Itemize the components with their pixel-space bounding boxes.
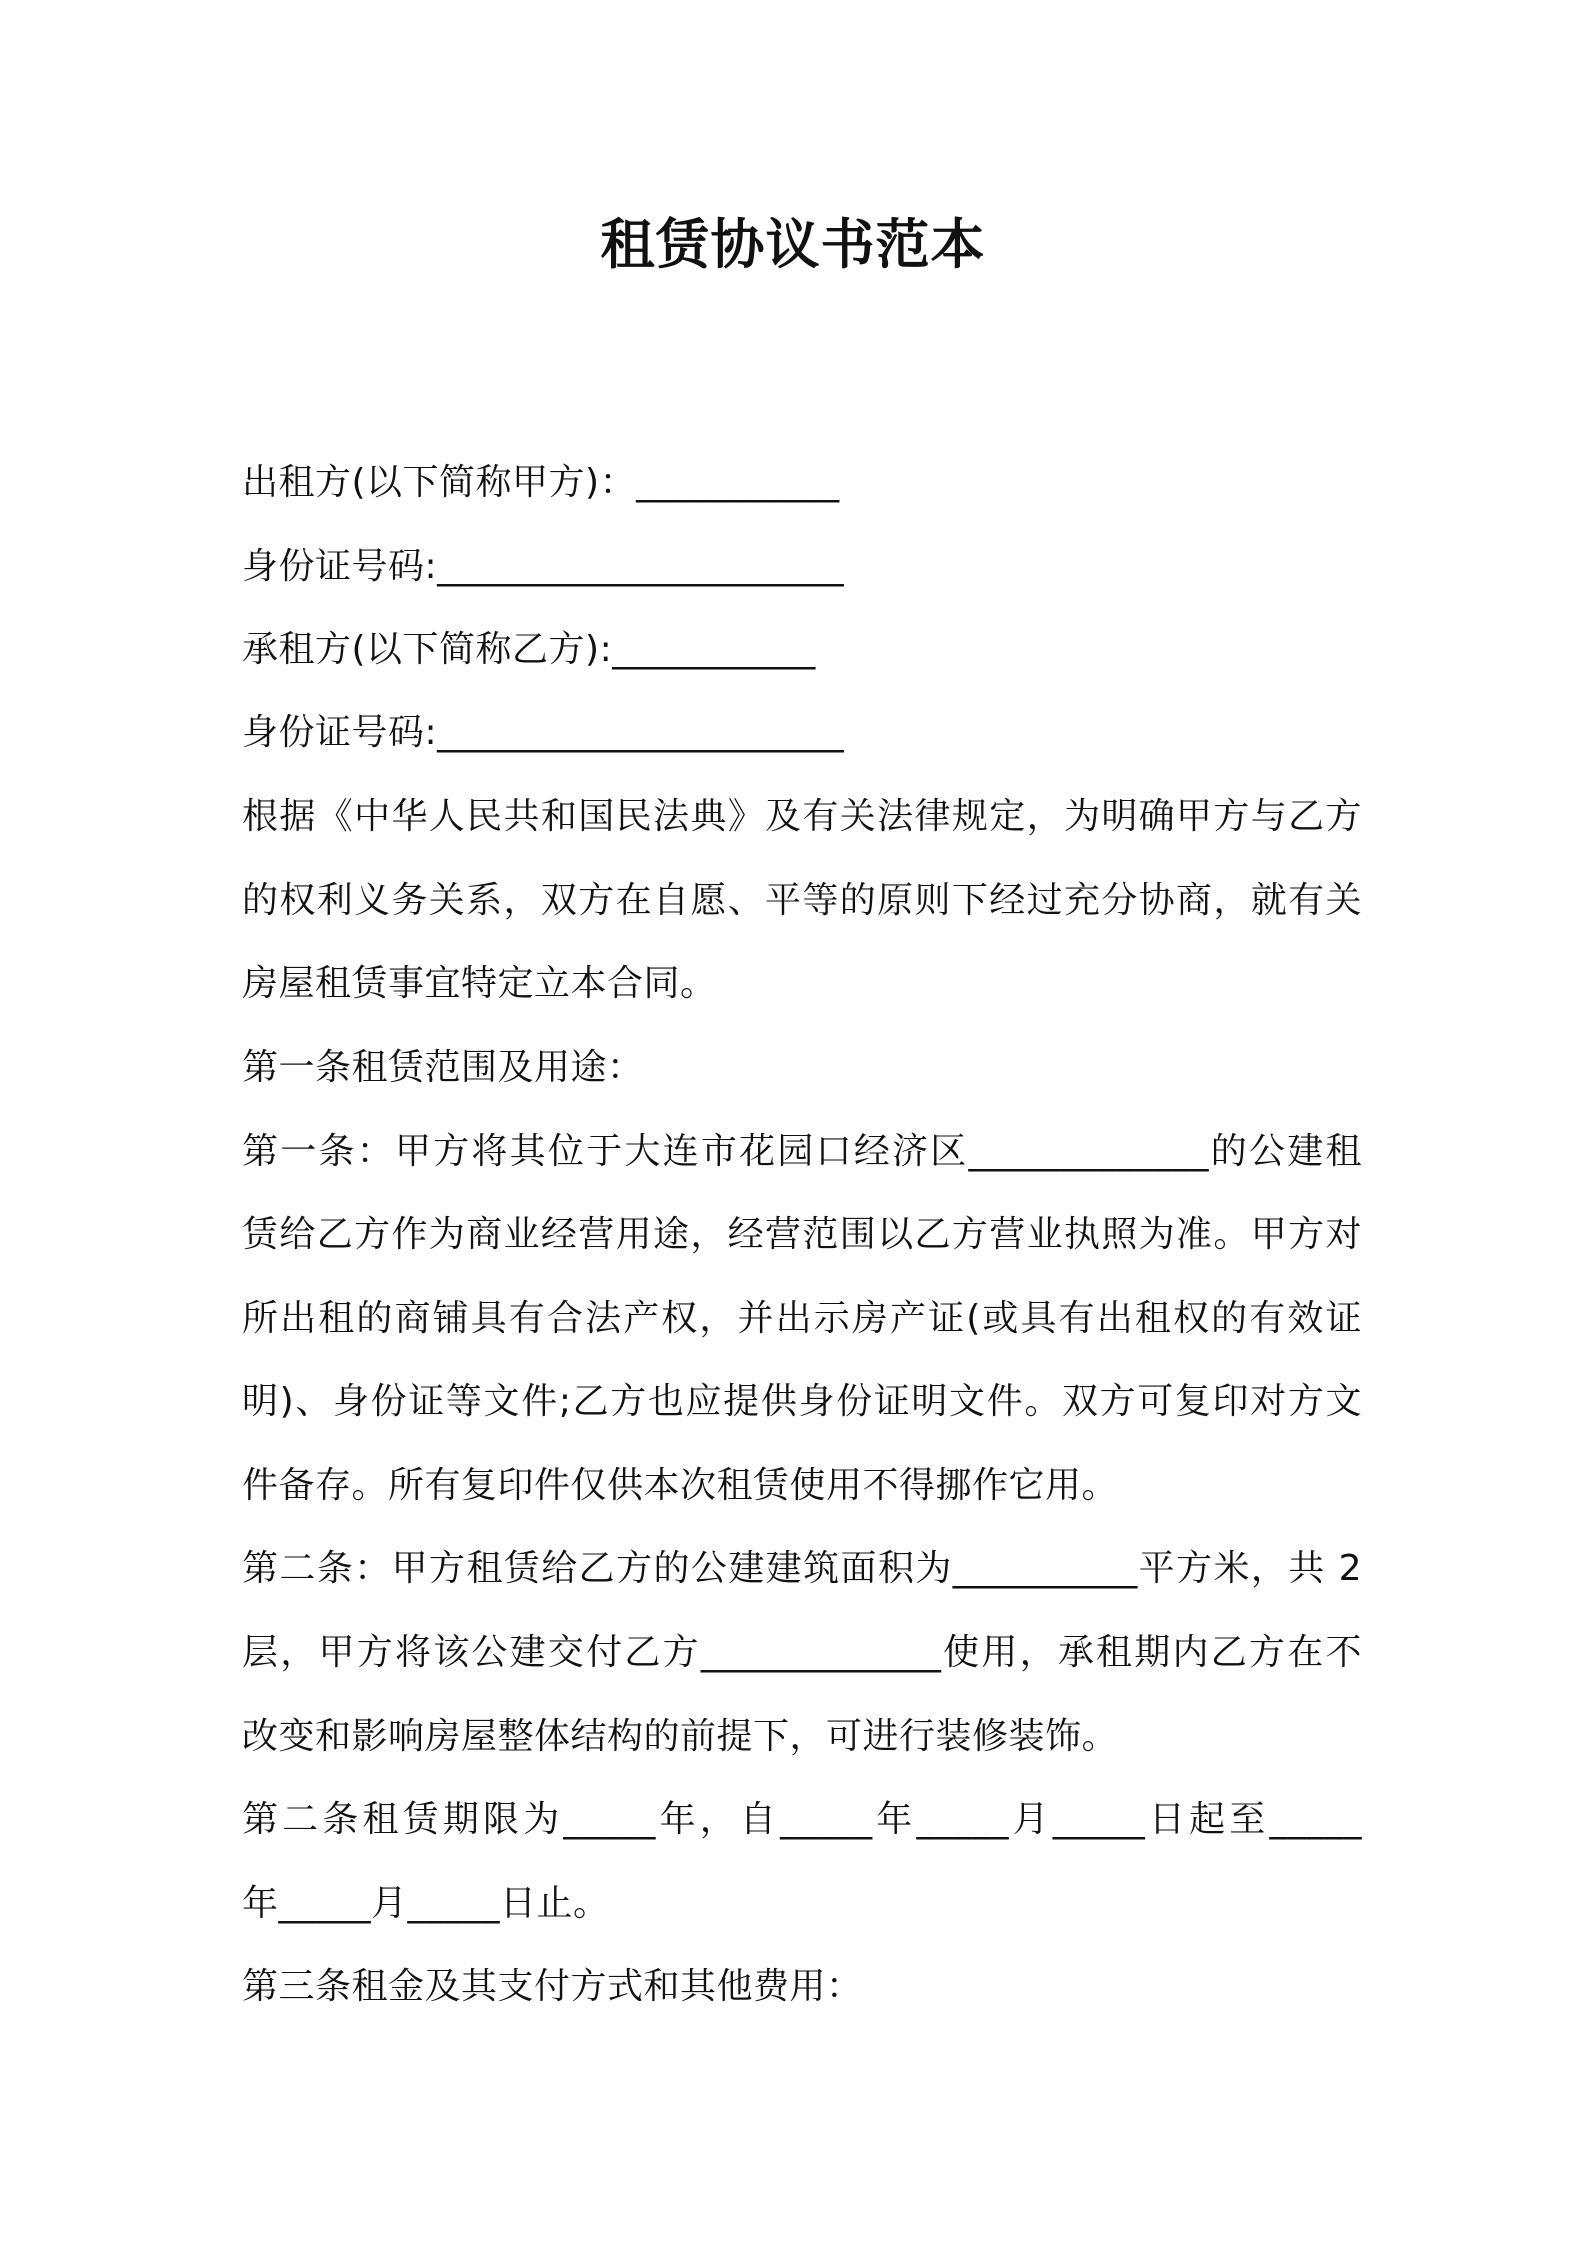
article-1-line-4: 明)、身份证等文件;乙方也应提供身份证明文件。双方可复印对方文 <box>242 1381 1362 1422</box>
lessor-line: 出租方(以下简称甲方)：___________ <box>242 462 840 503</box>
article-1-line-5: 件备存。所有复印件仅供本次租赁使用不得挪作它用。 <box>242 1465 1119 1506</box>
document-title: 租赁协议书范本 <box>600 213 986 276</box>
lease-term-line-1: 第二条租赁期限为_____年，自_____年_____月_____日起至_____ <box>242 1799 1362 1840</box>
article-2-line-1: 第二条：甲方租赁给乙方的公建建筑面积为__________平方米，共 2 <box>242 1548 1362 1589</box>
lessee-line: 承租方(以下简称乙方):___________ <box>242 629 816 670</box>
section-3-heading: 第三条租金及其支付方式和其他费用： <box>242 1966 863 2007</box>
lease-term-line-2: 年_____月_____日止。 <box>242 1883 610 1924</box>
article-2-line-2: 层，甲方将该公建交付乙方_____________使用，承租期内乙方在不 <box>242 1632 1362 1673</box>
article-1-line-2: 赁给乙方作为商业经营用途，经营范围以乙方营业执照为准。甲方对 <box>242 1214 1362 1255</box>
lessee-id-line: 身份证号码:______________________ <box>242 712 845 753</box>
preamble-line-2: 的权利义务关系，双方在自愿、平等的原则下经过充分协商，就有关 <box>242 880 1362 921</box>
article-1-line-3: 所出租的商铺具有合法产权，并出示房产证(或具有出租权的有效证 <box>242 1298 1362 1339</box>
section-1-heading: 第一条租赁范围及用途： <box>242 1047 644 1088</box>
preamble-line-3: 房屋租赁事宜特定立本合同。 <box>242 963 717 1004</box>
preamble-line-1: 根据《中华人民共和国民法典》及有关法律规定，为明确甲方与乙方 <box>242 796 1362 837</box>
lessor-id-line: 身份证号码:______________________ <box>242 546 845 587</box>
article-2-line-3: 改变和影响房屋整体结构的前提下，可进行装修装饰。 <box>242 1716 1119 1757</box>
article-1-line-1: 第一条：甲方将其位于大连市花园口经济区_____________的公建租 <box>242 1131 1362 1172</box>
